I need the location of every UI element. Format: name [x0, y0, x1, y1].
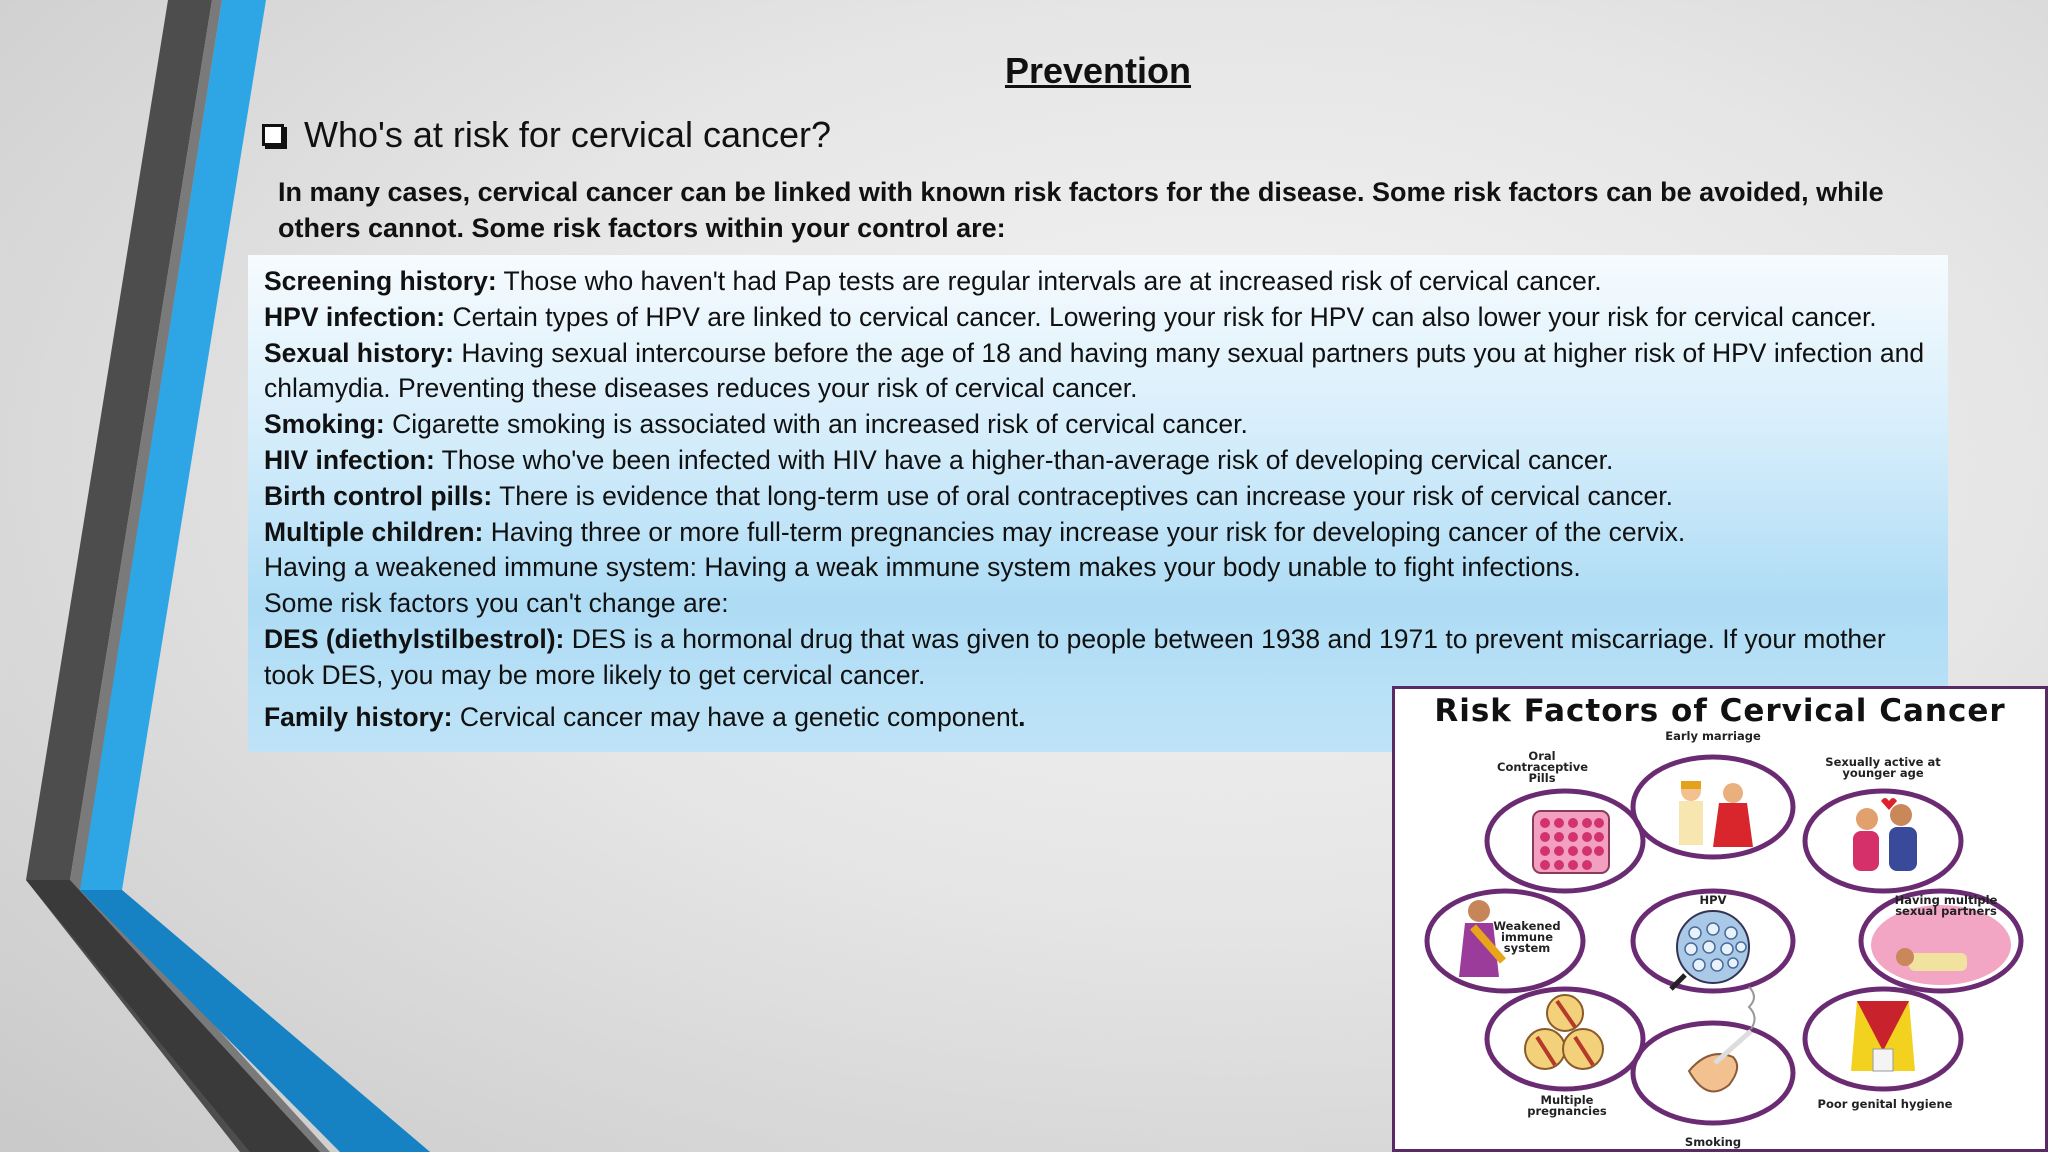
risk-label: Birth control pills:	[264, 480, 493, 511]
risk-item-hpv	[264, 300, 1940, 336]
label-pregnancies: Multiple pregnancies	[1527, 1093, 1607, 1118]
hpv-virus-icon	[1671, 911, 1749, 989]
risk-text: There is evidence that long-term use of oral contraceptives can increase your risk of cervical cancer.	[492, 480, 1673, 511]
intro-paragraph: In many cases, cervical cancer can be linked with known risk factors for the disease. Some risk factors can be avoided, while others cannot. Some risk factors within your control are:	[278, 177, 1884, 243]
risk-item-birth-control	[264, 479, 1940, 515]
bullet-heading	[262, 114, 831, 156]
label-partners: Having multiple sexual partners	[1894, 893, 1998, 918]
risk-text: Having sexual intercourse before the age of 18 and having many sexual partners puts you at higher risk of HPV infection and chlamydia. Preventing these diseases reduces your risk of cervical cancer.	[264, 337, 1925, 404]
risk-label: Screening history:	[264, 266, 497, 296]
slide-title: Prevention	[1004, 50, 1192, 91]
pills-icon	[1533, 811, 1609, 873]
risk-factors-list	[264, 264, 1940, 735]
risk-text-end: .	[1018, 701, 1026, 732]
risk-factors-infographic	[1392, 686, 2048, 1152]
risk-item-immune-system	[264, 550, 1940, 586]
risk-label: HPV infection:	[264, 301, 446, 332]
risk-label: HIV infection:	[264, 444, 435, 475]
risk-item-hiv	[264, 443, 1940, 479]
unchangeable-risks-heading	[264, 586, 1940, 622]
risk-text: Certain types of HPV are linked to cervical cancer. Lowering your risk for HPV can also lower your risk for cervical cancer.	[445, 301, 1877, 332]
label-hygiene: Poor genital hygiene	[1817, 1097, 1953, 1111]
label-weakened: Weakened immune system	[1493, 919, 1561, 955]
wedding-couple-icon	[1679, 781, 1753, 847]
risk-label: Family history:	[264, 701, 453, 732]
circle-sexually-active	[1805, 791, 1961, 891]
risk-item-des	[264, 622, 1940, 694]
risk-text: Cigarette smoking is associated with an increased risk of cervical cancer.	[384, 409, 1248, 440]
hygiene-icon	[1851, 1001, 1915, 1071]
pregnancies-icon	[1525, 995, 1603, 1069]
smoking-icon	[1689, 987, 1755, 1091]
risk-label: Sexual history:	[264, 337, 454, 368]
label-early-marriage: Early marriage	[1665, 729, 1761, 743]
risk-label: Multiple children:	[264, 516, 484, 547]
circle-early-marriage	[1633, 757, 1793, 857]
label-smoking: Smoking	[1684, 1135, 1742, 1149]
risk-text: Cervical cancer may have a genetic component	[452, 701, 1019, 732]
risk-item-multiple-children	[264, 515, 1940, 551]
label-sexually-active: Sexually active at younger age	[1825, 755, 1941, 780]
label-hpv: HPV	[1699, 893, 1727, 907]
risk-text: Those who've been infected with HIV have a higher-than-average risk of developing cervical cancer.	[434, 444, 1614, 475]
risk-text: Having three or more full-term pregnancies may increase your risk for developing cancer of the cervix.	[483, 516, 1686, 547]
risk-label: Smoking:	[264, 409, 385, 440]
infographic-title: Risk Factors of Cervical Cancer	[1434, 693, 2006, 729]
dark-stripe-lower	[26, 880, 320, 1152]
risk-text: Those who haven't had Pap tests are regular intervals are at increased risk of cervical cancer.	[496, 266, 1602, 296]
label-oral-pills: Oral Contraceptive Pills	[1497, 749, 1589, 785]
risk-item-smoking	[264, 407, 1940, 443]
risk-label: DES (diethylstilbestrol):	[264, 623, 565, 654]
risk-text: Having a weakened immune system: Having a weak immune system makes your body unable to fight infections.	[264, 552, 1581, 583]
risk-item-sexual-history	[264, 336, 1940, 408]
risk-text: Some risk factors you can't change are:	[264, 588, 729, 619]
bullet-heading-text: Who's at risk for cervical cancer?	[304, 114, 832, 155]
risk-item-screening	[264, 264, 1940, 300]
couple-icon	[1853, 798, 1917, 871]
risk-text: DES is a hormonal drug that was given to people between 1938 and 1971 to prevent miscarriage. If your mother took DES, you may be more likely to get cervical cancer.	[264, 623, 1886, 690]
checkbox-bullet-icon	[262, 124, 284, 146]
